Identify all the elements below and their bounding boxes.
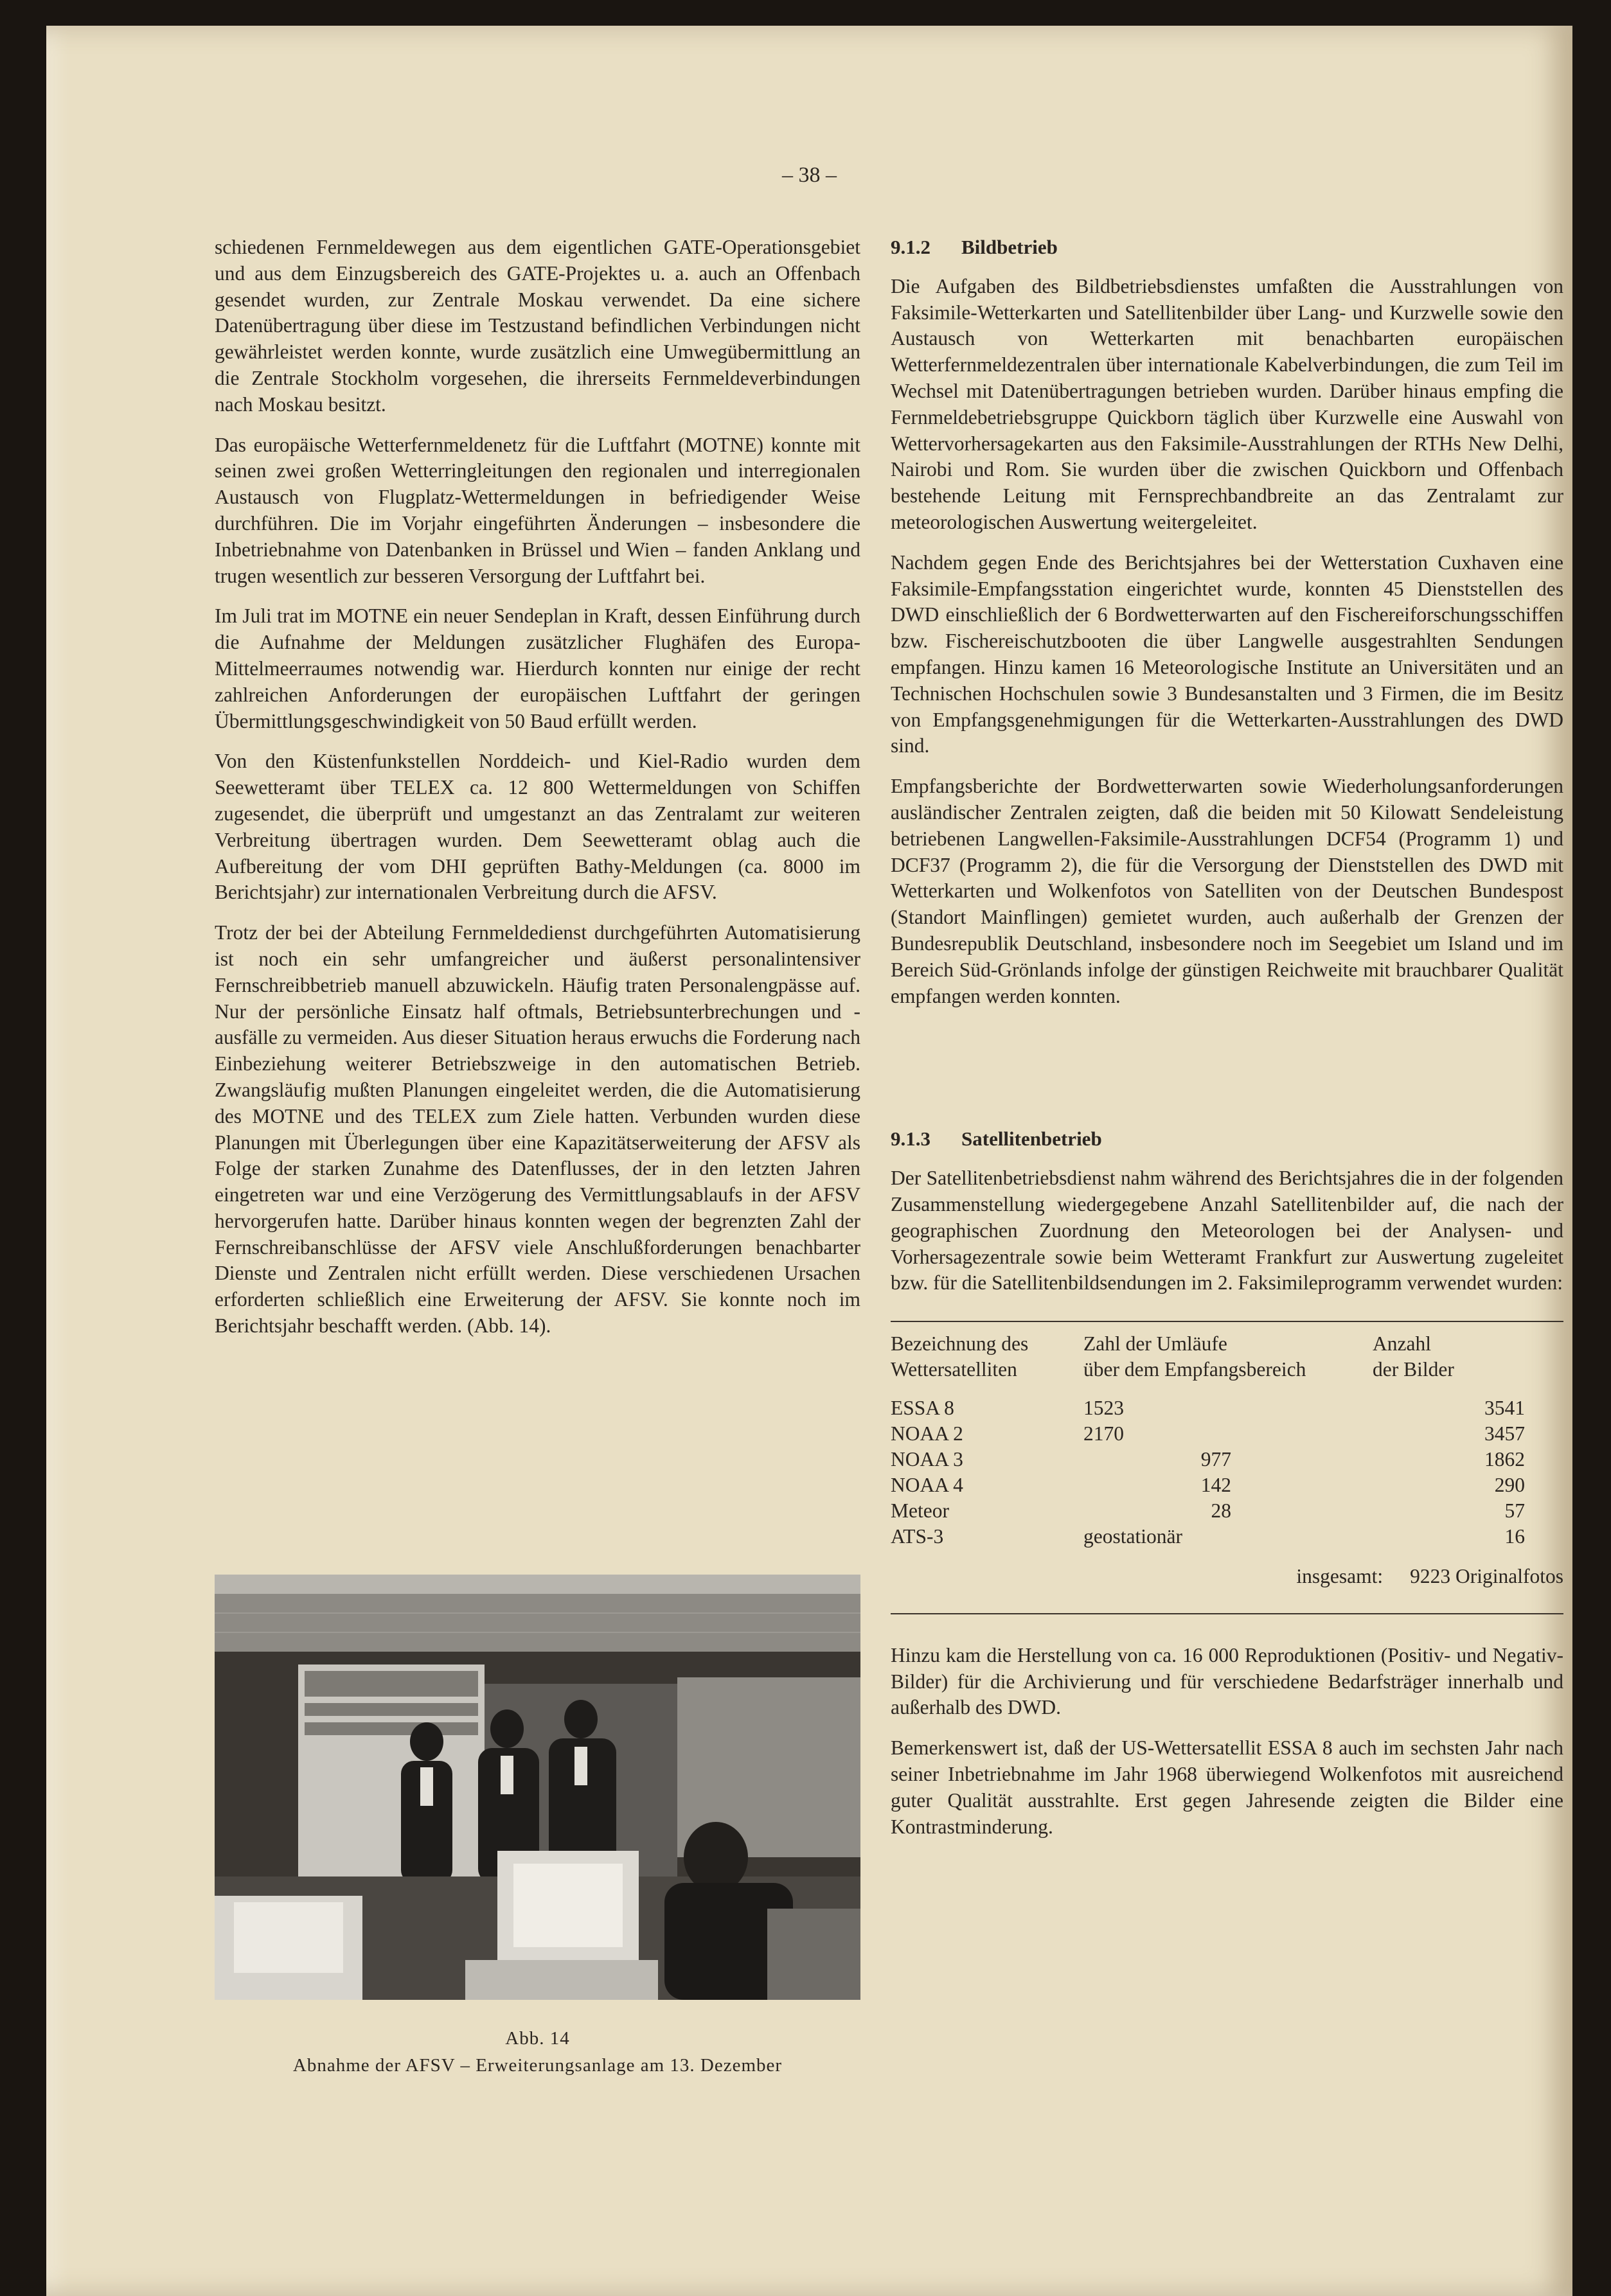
paragraph: Hinzu kam die Herstellung von ca. 16 000 Reproduktionen (Positiv- und Negativ-Bilder) für die Archivierung und für verschiedene Bedarfsträger innerhalb und außerhalb des DWD. xyxy=(891,1643,1563,1719)
paragraph: Bemerkenswert ist, daß der US-Wettersatellit ESSA 8 auch im sechsten Jahr nach seiner Inbetriebnahme im Jahr 1968 überwiegend Wolkenfotos mit ausreichend guter Qualität ausstrahlte. Erst gegen Jahresende zeigten die Bilder eine Kontrastminderung. xyxy=(891,1736,1563,1838)
paragraph: Trotz der bei der Abteilung Fernmeldedienst durchgeführten Automatisierung ist noch ein sehr umfangreicher und äußerst personalintensiver Fernschreibbetrieb manuell abzuwickeln. Häufig traten Personalengpässe auf. Nur der persönliche Einsatz half oftmals, Betriebsunterbrechungen und -ausfälle zu vermeiden. Aus dieser Situation heraus erwuchs die Forderung nach Einbeziehung weiterer Betriebszweige in den automatischen Betrieb. Zwangsläufig mußten Planungen eingeleitet werden, die die Automatisierung des MOTNE und des TELEX zum Ziele hatten. Verbunden wurden diese Planungen mit Überlegungen über eine Kapazitätserweiterung der AFSV als Folge der starken Zunahme des Datenflusses, der in den letzten Jahren eingetreten war und eine Verzögerung des Vermittlungsablaufs in der AFSV hervorgerufen hatte. Darüber hinaus konnten wegen der begrenzten Zahl der Fernschreibanschlüsse der AFSV viele Anschlußforderungen benachbarter Dienste und Zentralen nicht erfüllt werden. Diese verschiedenen Ursachen erforderten schließlich eine Erweiterung der AFSV. Sie konnte noch im Berichtsjahr beschafft werden. (Abb. 14). xyxy=(215,921,860,1338)
section-heading xyxy=(891,234,1563,261)
table-row: NOAA 2 2170 3457 xyxy=(891,1422,1525,1445)
figure-caption xyxy=(215,2025,860,2079)
header-cell: Anzahl der Bilder xyxy=(1373,1332,1454,1381)
table-rule-bottom xyxy=(891,1613,1563,1614)
spacer xyxy=(891,1023,1563,1126)
section-heading xyxy=(891,1126,1563,1152)
table-total xyxy=(891,1550,1563,1613)
header-cell: Zahl der Umläufe über dem Empfangsbereich xyxy=(1083,1332,1306,1381)
section-title: Satellitenbetrieb xyxy=(961,1127,1102,1151)
section-title: Bildbetrieb xyxy=(961,236,1058,258)
left-column xyxy=(215,234,860,1354)
figure-caption-text: Abnahme der AFSV – Erweiterungsanlage am 13. Dezember xyxy=(292,2055,783,2076)
table-row: NOAA 4 142 290 xyxy=(891,1474,1525,1497)
paragraph: Empfangsberichte der Bordwetterwarten sowie Wiederholungsanforderungen ausländischer Zentralen zeigten, daß die beiden mit 50 Kilowatt Sendeleistung betriebenen Langwellen-Faksimile-Ausstrahlungen DCF54 (Programm 1) und DCF37 (Programm 2), die für die Versorgung der Dienststellen des DWD mit Wetterkarten und Wolkenfotos von Satelliten von der Deutschen Bundespost (Standort Mainflingen) gemietet wurden, auch außerhalb der Grenzen der Bundesrepublik Deutschland, insbesondere noch im Seegebiet um Island und im Bereich Süd-Grönlands infolge der günstigen Reichweite mit brauchbarer Qualität empfangen werden konnten. xyxy=(891,775,1563,1007)
document-page xyxy=(46,26,1572,2296)
total-value: 9223 Originalfotos xyxy=(1410,1565,1563,1588)
table-header-row xyxy=(891,1322,1563,1395)
satellite-data-table xyxy=(891,1322,1563,1550)
table-row: ATS-3 geostationär 16 xyxy=(891,1525,1525,1548)
paragraph: Der Satellitenbetriebsdienst nahm während des Berichtsjahres die in der folgenden Zusammenstellung wiedergegebene Anzahl Satellitenbilder auf, die nach der geographischen Zuordnung den Meteorologen bei der Analysen- und Vorhersagezentrale sowie beim Wetteramt Frankfurt zur Auswertung zugeleitet bzw. für die Satellitenbildsendungen im 2. Faksimileprogramm verwendet wurden: xyxy=(891,1167,1563,1294)
page-number: – 38 – xyxy=(782,163,837,187)
table-row: NOAA 3 977 1862 xyxy=(891,1448,1525,1471)
table-row: Meteor 28 57 xyxy=(891,1499,1525,1523)
section-number: 9.1.3 xyxy=(891,1127,930,1151)
paragraph: Die Aufgaben des Bildbetriebsdienstes umfaßten die Ausstrahlungen von Faksimile-Wetterkarten und Satellitenbilder über Lang- und Kurzwelle sowie den Austausch von Wetterkarten mit benachbarten europäischen Wetterfernmeldezentralen über internationale Kabelverbindungen, die zum Teil im Wechsel mit Datenübertragungen betrieben wurden. Darüber hinaus empfing die Fernmeldebetriebsgruppe Quickborn täglich über Kurzwelle eine Auswahl von Wettervorhersagekarten aus den Faksimile-Ausstrahlungen der RTHs New Delhi, Nairobi und Rom. Sie wurden über die zwischen Quickborn und Offenbach bestehende Leitung mit Fernsprechbandbreite an das Zentralamt zur meteorologischen Auswertung weitergeleitet. xyxy=(891,274,1563,533)
figure-label: Abb. 14 xyxy=(505,2028,570,2049)
total-label: insgesamt: xyxy=(1296,1565,1384,1588)
header-cell: Bezeichnung des Wettersatelliten xyxy=(891,1332,1029,1381)
paragraph: schiedenen Fernmeldewegen aus dem eigentlichen GATE-Operationsgebiet und aus dem Einzugsbereich des GATE-Projektes u. a. auch an Offenbach gesendet wurden, zur Zentrale Moskau verwendet. Da eine sichere Datenübertragung über diese im Testzustand befindlichen Verbindungen nicht gewährleistet werden konnte, wurde zusätzlich eine Umwegübermittlung an die Zentrale Stockholm vorgesehen, die ihrerseits Fernmeldeverbindungen nach Moskau besitzt. xyxy=(215,236,860,416)
paragraph: Das europäische Wetterfernmeldenetz für die Luftfahrt (MOTNE) konnte mit seinen zwei großen Wetterringleitungen den regionalen und interregionalen Austausch von Flugplatz-Wettermeldungen in befriedigender Weise durchführen. Die im Vorjahr eingeführten Änderungen – insbesondere die Inbetriebnahme von Datenbanken in Brüssel und Wien – fanden Anklang und trugen wesentlich zur besseren Versorgung der Luftfahrt bei. xyxy=(215,433,860,587)
photo-illustration xyxy=(215,1575,860,2000)
table-row: ESSA 8 1523 3541 xyxy=(891,1397,1525,1420)
paragraph: Nachdem gegen Ende des Berichtsjahres bei der Wetterstation Cuxhaven eine Faksimile-Empfangsstation eingerichtet wurde, konnten 45 Dienststellen des DWD einschließlich der 6 Bordwetterwarten auf den Fischereiforschungsschiffen bzw. Fischereischutzbooten die über Langwelle ausgestrahlten Sendungen empfangen. Hinzu kamen 16 Meteorologische Institute an Universitäten und an Technischen Hochschulen sowie 3 Bundesanstalten und 3 Firmen, die im Besitz von Empfangsgenehmigungen für die Wetterkarten-Ausstrahlungen des DWD sind. xyxy=(891,551,1563,757)
paragraph: Im Juli trat im MOTNE ein neuer Sendeplan in Kraft, dessen Einführung durch die Aufnahme der Meldungen zusätzlicher Flughäfen des Europa-Mittelmeerraumes notwendig war. Hierdurch konnten nur einige der recht zahlreichen Anforderungen der europäischen Luftfahrt der geringen Übermittlungsgeschwindigkeit von 50 Baud erfüllt werden. xyxy=(215,605,860,732)
section-number: 9.1.2 xyxy=(891,236,930,258)
figure-photo xyxy=(215,1575,860,2000)
right-column xyxy=(891,234,1563,1854)
paragraph: Von den Küstenfunkstellen Norddeich- und Kiel-Radio wurden dem Seewetteramt über TELEX ca. 12 800 Wettermeldungen von Schiffen zugesendet, die überprüft und umgestanzt an das Zentralamt zur weiteren Verbreitung übertragen wurden. Dem Seewetteramt oblag auch die Aufbereitung der vom DHI geprüften Bathy-Meldungen (ca. 8000 im Berichtsjahr) zur internationalen Verbreitung durch die AFSV. xyxy=(215,750,860,904)
satellite-table xyxy=(891,1321,1563,1614)
